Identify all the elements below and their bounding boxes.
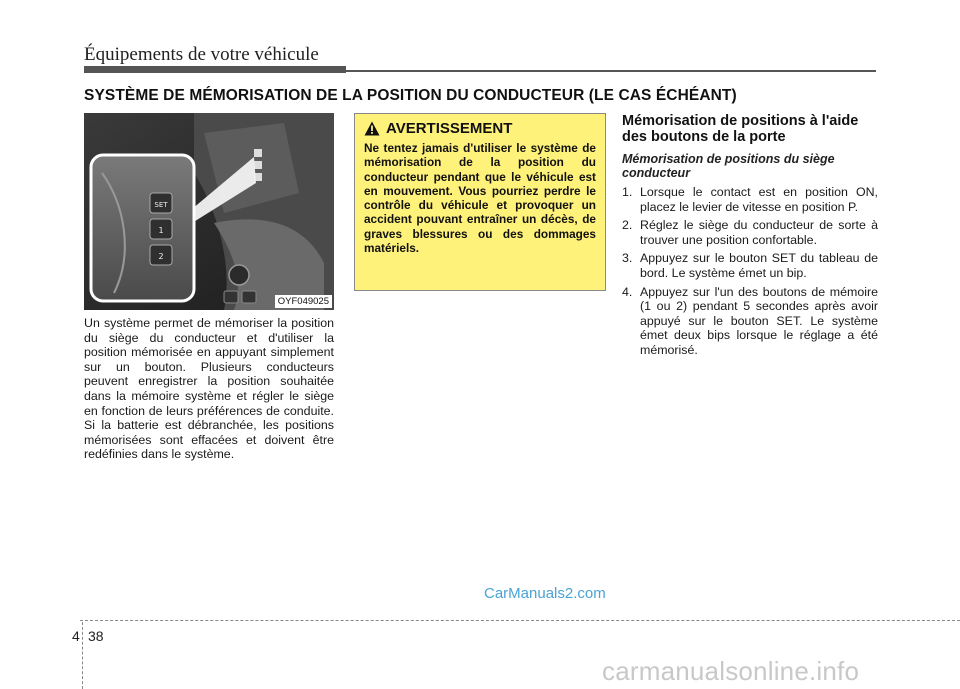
memory-button-set — [150, 193, 172, 213]
step-number: 1. — [622, 185, 633, 199]
step-item — [622, 251, 878, 280]
door-memory-subheading: Mémorisation de positions du siège conducteur — [622, 152, 835, 180]
warning-triangle-icon — [364, 121, 380, 136]
step-item — [622, 218, 878, 247]
page-header-title: Équipements de votre véhicule — [84, 44, 319, 65]
memory-button-1-label: 1 — [158, 226, 164, 235]
carmanuals-watermark-link[interactable]: CarManuals2.com — [484, 585, 606, 602]
header-rule-thick — [84, 66, 346, 73]
page-number: 38 — [88, 628, 104, 644]
door-memory-section — [622, 113, 878, 362]
step-text: Réglez le siège du conducteur de sorte à trouver une position confortable. — [640, 218, 878, 247]
figure-caption: OYF049025 — [275, 295, 332, 308]
step-text: Appuyez sur l'un des boutons de mémoire (1 ou 2) pendant 5 secondes après avoir appuyé sur le bouton SET. Le système émet deux bips lorsque le réglage a été mémorisé. — [640, 284, 878, 357]
site-watermark: carmanualsonline.info — [602, 656, 860, 686]
step-number: 3. — [622, 251, 633, 266]
step-item — [622, 185, 878, 214]
chapter-number: 4 — [72, 628, 80, 644]
memory-button-2-label: 2 — [158, 252, 164, 261]
door-memory-buttons-photo — [84, 113, 334, 310]
warning-box — [354, 113, 606, 291]
section-title: SYSTÈME DE MÉMORISATION DE LA POSITION DU CONDUCTEUR (LE CAS ÉCHÉANT) — [84, 87, 737, 104]
step-text: Lorsque le contact est en position ON, placez le levier de vitesse en position P. — [640, 185, 878, 214]
memory-button-1 — [150, 219, 172, 239]
door-memory-heading: Mémorisation de positions à l'aide des boutons de la porte — [622, 113, 859, 145]
step-item — [622, 285, 878, 358]
footer-rule — [80, 620, 960, 621]
memory-button-2 — [150, 245, 172, 265]
steps-list — [622, 185, 878, 358]
header-rule-thin — [346, 70, 876, 72]
warning-title: AVERTISSEMENT — [386, 120, 513, 137]
warning-header — [364, 120, 596, 137]
memory-button-set-label: SET — [154, 201, 168, 209]
warning-text: Ne tentez jamais d'utiliser le système de mémorisation de la position du conducteur pendant que le véhicule est en mouvement. Vous pourriez perdre le contrôle du véhicule et provoquer un accident pouvant entraîner un décès, de graves blessures ou des dommages matériels. — [364, 141, 596, 256]
step-number: 4. — [622, 284, 633, 299]
footer-vertical-rule — [82, 622, 83, 689]
step-text: Appuyez sur le bouton SET du tableau de bord. Le système émet un bip. — [640, 251, 878, 280]
door-panel-illustration — [84, 113, 334, 310]
step-number: 2. — [622, 218, 633, 233]
intro-paragraph: Un système permet de mémoriser la position du siège du conducteur et d'utiliser la position mémorisée en appuyant simplement sur un bouton. Plusieurs conducteurs peuvent enregistrer la position souhaitée dans la mémoire système et régler le siège en fonction de leurs préférences de conduite. Si la batterie est débranchée, les positions mémorisées sont effacées et doivent être redéfinies dans le système. — [84, 316, 334, 462]
